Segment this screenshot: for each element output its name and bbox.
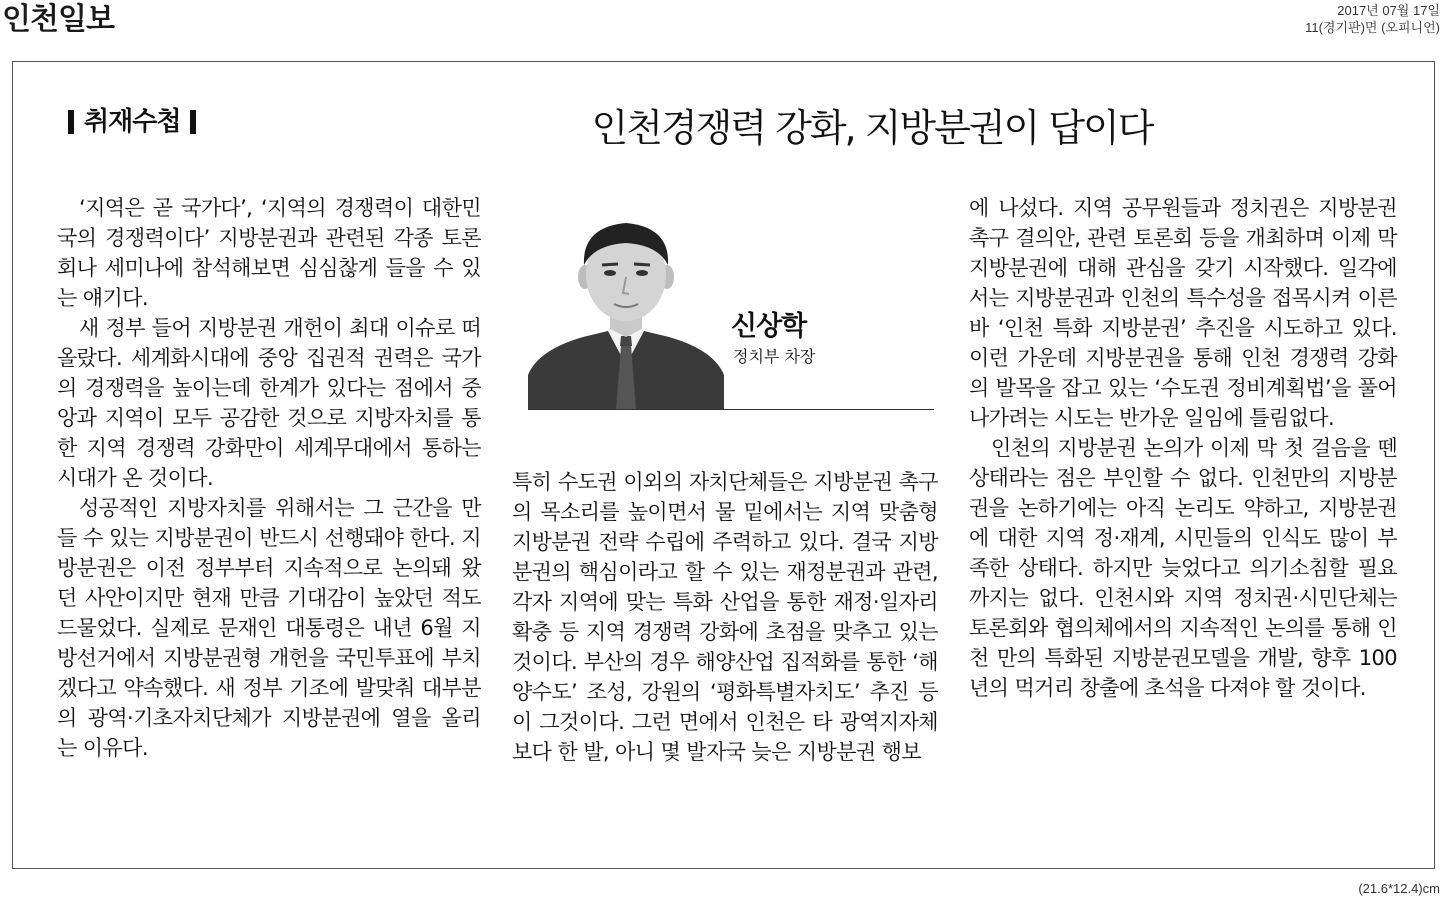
byline-divider — [528, 409, 934, 410]
section-label-text: 취재수첩 — [84, 107, 181, 137]
clipping-size: (21.6*12.4)cm — [1358, 881, 1440, 896]
author-portrait-image — [528, 205, 724, 410]
publication-info — [1305, 2, 1440, 36]
paragraph: 새 정부 들어 지방분권 개헌이 최대 이슈로 떠올랐다. 세계화시대에 중앙 집권적 권력은 국가의 경쟁력을 높이는데 한계가 있다는 점에서 중앙과 지역이 모두 공감한 것으로 지방자치를 통한 지역 경쟁력 강화만이 세계무대에서 통하는 시대가 온 것이다. — [57, 316, 481, 490]
paragraph: 인천의 지방분권 논의가 이제 막 첫 걸음을 뗀 상태라는 점은 부인할 수 없다. 인천만의 지방분권을 논하기에는 아직 논리도 약하고, 지방분권에 대한 지역 정·재계, 시민들의 인식도 많이 부족한 상태다. 하지만 늦었다고 의기소침할 필요까지는 없다. 인천시와 지역 정치권·시민단체는 토론회와 협의체에서의 지속적인 논의를 통해 인천 만의 특화된 지방분권모델을 개발, 향후 100년의 먹거리 창출에 초석을 다져야 할 것이다. — [969, 436, 1397, 700]
author-name: 신상학 — [731, 311, 807, 342]
paragraph: 에 나섰다. 지역 공무원들과 정치권은 지방분권 촉구 결의안, 관련 토론회 등을 개최하며 이제 막 지방분권에 대해 관심을 갖기 시작했다. 일각에서는 지방분권과 인천의 특수성을 접목시켜 이른바 ‘인천 특화 지방분권’ 추진을 시도하고 있다. 이런 가운데 지방분권을 통해 인천 경쟁력 강화의 발목을 잡고 있는 ‘수도권 정비계획법’을 풀어나가려는 시도는 반가운 일임에 틀림없다. — [969, 196, 1397, 430]
article-column-1 — [57, 193, 481, 763]
author-title: 정치부 차장 — [733, 347, 816, 366]
author-photo — [528, 205, 724, 410]
newspaper-logo: 인천일보 — [2, 2, 114, 37]
section-label — [68, 104, 196, 140]
publication-date: 2017년 07월 17일 — [1337, 3, 1440, 18]
article-column-3 — [969, 193, 1397, 703]
paragraph: 성공적인 지방자치를 위해서는 그 근간을 만들 수 있는 지방분권이 반드시 선행돼야 한다. 지방분권은 이전 정부부터 지속적으로 논의돼 왔던 사안이지만 현재 만큼 기대감이 높았던 적도 드물었다. 실제로 문재인 대통령은 내년 6월 지방선거에서 지방분권형 개헌을 국민투표에 부치겠다고 약속했다. 새 정부 기조에 발맞춰 대부분의 광역·기초자치단체가 지방분권에 열을 올리는 이유다. — [57, 496, 481, 760]
paragraph: ‘지역은 곧 국가다’, ‘지역의 경쟁력이 대한민국의 경쟁력이다’ 지방분권과 관련된 각종 토론회나 세미나에 참석해보면 심심찮게 들을 수 있는 얘기다. — [57, 196, 481, 310]
article-column-2 — [512, 467, 938, 767]
article-headline: 인천경쟁력 강화, 지방분권이 답이다 — [591, 106, 1153, 150]
paragraph: 특히 수도권 이외의 자치단체들은 지방분권 촉구의 목소리를 높이면서 물 밑에서는 지역 맞춤형 지방분권 전략 수립에 주력하고 있다. 결국 지방분권의 핵심이라고 할 수 있는 재정분권과 관련, 각자 지역에 맞는 특화 산업을 통한 재정·일자리 확충 등 지역 경쟁력 강화에 초점을 맞추고 있는 것이다. 부산의 경우 해양산업 집적화를 통한 ‘해양수도’ 조성, 강원의 ‘평화특별자치도’ 추진 등이 그것이다. 그런 면에서 인천은 타 광역지자체보다 한 발, 아니 몇 발자국 늦은 지방분권 행보 — [512, 470, 938, 764]
section-bar-right — [190, 110, 196, 134]
page-edition: 11(경기판)면 (오피니언) — [1305, 20, 1440, 35]
